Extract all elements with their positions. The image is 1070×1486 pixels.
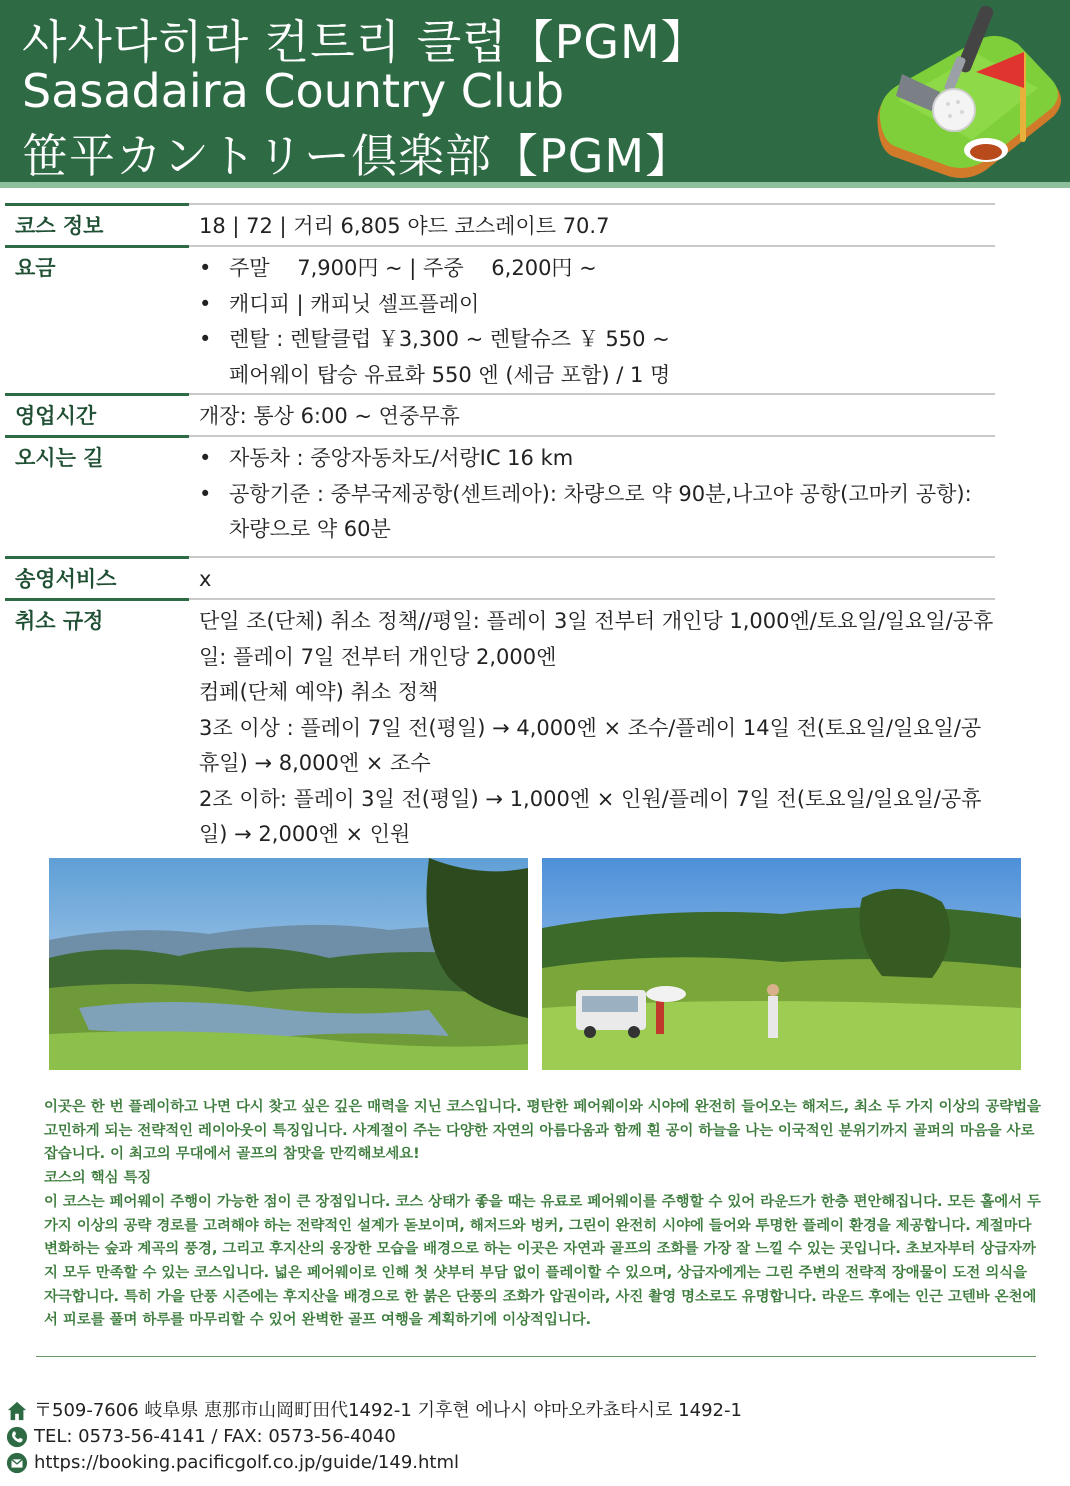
url-link[interactable]: https://booking.pacificgolf.co.jp/guide/149.html — [34, 1452, 460, 1473]
cancel-line: 3조 이상 : 플레이 7일 전(평일) → 4,000엔 × 조수/플레이 14일 전(토요일/일요일/공휴일) → 8,000엔 × 조수 — [199, 715, 982, 775]
label-course-info: 코스 정보 — [5, 203, 189, 245]
label-fee: 요금 — [5, 245, 189, 393]
row-hours — [0, 390, 995, 432]
fee-note: 페어웨이 탑승 유료화 550 엔 (세금 포함) / 1 명 — [229, 362, 671, 387]
title-japanese: 笹平カントリー倶楽部【PGM】 — [22, 129, 693, 183]
fee-item: • 렌탈 : 렌탈클럽 ￥3,300 ~ 렌탈슈즈 ￥ 550 ~ — [199, 322, 995, 358]
photo-course-golfer — [542, 858, 1021, 1070]
course-description — [44, 1096, 1044, 1333]
cancel-line: 단일 조(단체) 취소 정책//평일: 플레이 3일 전부터 개인당 1,000엔/토요일/일요일/공휴일: 플레이 7일 전부터 개인당 2,000엔 — [199, 609, 994, 669]
contact-footer — [6, 1398, 742, 1476]
value-fee — [189, 245, 995, 393]
address-text: 〒509-7606 岐阜県 恵那市山岡町田代1492-1 기후현 에나시 야마오카쵸타시로 1492-1 — [34, 1400, 742, 1421]
phone-icon — [6, 1426, 28, 1448]
value-hours: 개장: 통상 6:00 ~ 연중무휴 — [189, 393, 995, 435]
home-icon — [6, 1400, 28, 1422]
fee-item: • 캐디피 | 캐피닛 셀프플레이 — [199, 287, 995, 323]
row-access — [0, 432, 995, 553]
value-cancel-policy — [189, 598, 995, 853]
label-shuttle: 송영서비스 — [5, 556, 189, 598]
row-shuttle — [0, 553, 995, 595]
row-course-info — [0, 200, 995, 242]
photo-course-pond — [49, 858, 528, 1070]
description-heading: 코스의 핵심 특징 — [44, 1170, 152, 1187]
title-korean: 사사다히라 컨트리 클럽【PGM】 — [22, 15, 708, 69]
mail-icon — [6, 1452, 28, 1474]
access-item: • 자동차 : 중앙자동차도/서랑IC 16 km — [199, 441, 995, 477]
url-row — [6, 1450, 742, 1476]
address-row — [6, 1398, 742, 1424]
description-intro: 이곳은 한 번 플레이하고 나면 다시 찾고 싶은 깊은 매력을 지닌 코스입니다. 평탄한 페어웨이와 시야에 완전히 들어오는 해저드, 최소 두 가지 이상의 공략법을 고민하게 되는 전략적인 레이아웃이 특징입니다. 사계절이 주는 다양한 자연의 아름다움과 함께 흰 공이 하늘을 나는 이국적인 분위기까지 골퍼의 마음을 사로잡습니다. 이 최고의 무대에서 골프의 참맛을 만끽해보세요! — [44, 1099, 1041, 1163]
label-access: 오시는 길 — [5, 435, 189, 556]
golf-club-ball-flag-icon — [868, 0, 1068, 182]
phone-row — [6, 1424, 742, 1450]
description-divider — [36, 1356, 1036, 1357]
label-hours: 영업시간 — [5, 393, 189, 435]
access-item: • 공항기준 : 중부국제공항(센트레아): 차량으로 약 90분,나고야 공항(고마키 공항): 차량으로 약 60분 — [199, 477, 995, 548]
phone-text: TEL: 0573-56-4141 / FAX: 0573-56-4040 — [34, 1426, 396, 1447]
cancel-line: 2조 이하: 플레이 3일 전(평일) → 1,000엔 × 인원/플레이 7일 전(토요일/일요일/공휴일) → 2,000엔 × 인원 — [199, 786, 982, 846]
title-english: Sasadaira Country Club — [22, 64, 565, 118]
description-body: 이 코스는 페어웨이 주행이 가능한 점이 큰 장점입니다. 코스 상태가 좋을 때는 유료로 페어웨이를 주행할 수 있어 라운드가 한층 편안해집니다. 모든 홀에서 두 가지 이상의 공략 경로를 고려해야 하는 전략적인 설계가 돋보이며, 해저드와 벙커, 그린이 완전히 시야에 들어와 투명한 플레이 환경을 제공합니다. 계절마다 변화하는 숲과 계곡의 풍경, 그리고 후지산의 웅장한 모습을 배경으로 하는 이곳은 자연과 골프의 조화를 가장 잘 느낄 수 있는 곳입니다. 초보자부터 상급자까지 모두 만족할 수 있는 코스입니다. 넓은 페어웨이로 인해 첫 샷부터 부담 없이 플레이할 수 있으며, 상급자에게는 그린 주변의 전략적 장애물이 도전 의식을 자극합니다. 특히 가을 단풍 시즌에는 후지산을 배경으로 한 붉은 단풍의 조화가 압권이라, 사진 촬영 명소로도 유명합니다. 라운드 후에는 인근 고텐바 온천에서 피로를 풀며 하루를 마무리할 수 있어 완벽한 골프 여행을 계획하기에 이상적입니다. — [44, 1193, 1041, 1329]
fee-item: • 주말 7,900円 ~ | 주중 6,200円 ~ — [199, 251, 995, 287]
row-fee — [0, 242, 995, 390]
course-info-table — [0, 200, 1000, 855]
cancel-line: 컴페(단체 예약) 취소 정책 — [199, 680, 439, 704]
label-cancel-policy: 취소 규정 — [5, 598, 189, 858]
row-cancel-policy — [0, 595, 995, 855]
value-access — [189, 435, 995, 548]
value-shuttle: x — [189, 556, 995, 598]
value-course-info: 18 | 72 | 거리 6,805 야드 코스레이트 70.7 — [189, 203, 995, 245]
